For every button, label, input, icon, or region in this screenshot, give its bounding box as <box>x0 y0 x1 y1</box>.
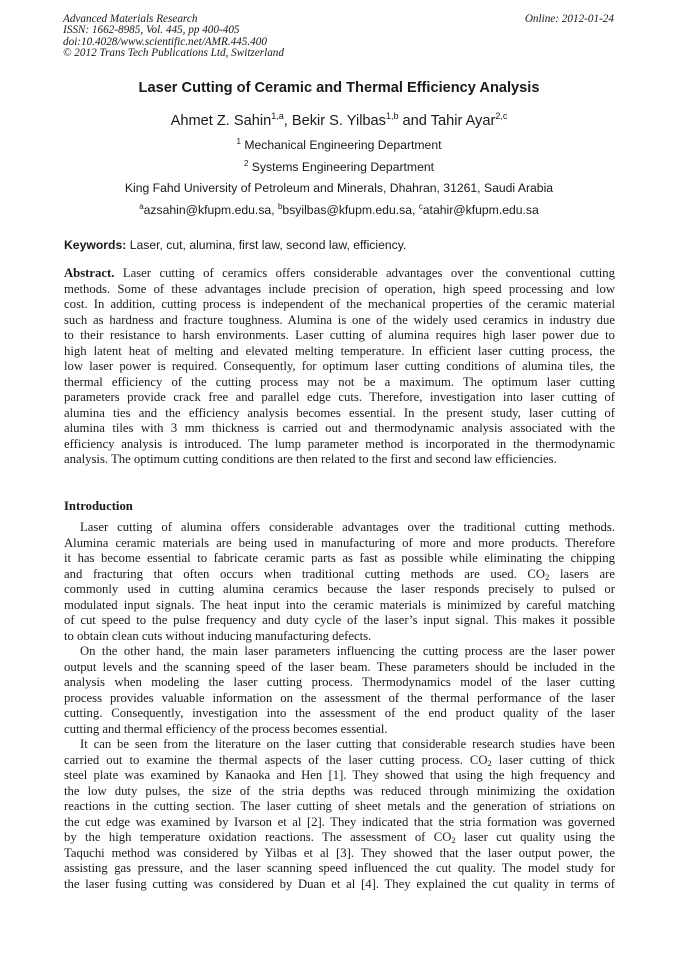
abstract-line: methods. Some of these advantages include precision of operation, high speed processing and low <box>64 281 615 296</box>
author-affil-sup: 1,a <box>271 111 284 121</box>
paper-title: Laser Cutting of Ceramic and Thermal Efficiency Analysis <box>138 80 540 96</box>
body-line: Laser cutting of alumina offers considerable advantages over the traditional cutting methods. <box>80 520 615 534</box>
abstract-line: alumina ties and the efficiency analysis becomes essential. In the present study, laser cutting of <box>64 405 615 420</box>
author-affil-sup: 2,c <box>495 111 508 121</box>
abstract-line <box>64 266 615 282</box>
abstract-line: cost. In addition, cutting process is independent of the mechanical properties of the ceramic material <box>64 297 615 311</box>
journal-copyright: © 2012 Trans Tech Publications Ltd, Switzerland <box>63 47 284 60</box>
affiliation-2 <box>0 160 678 174</box>
online-date: Online: 2012-01-24 <box>524 13 614 25</box>
abstract-line: efficiency analysis is introduced. The lump parameter method is incorporated in the thermodynamic <box>64 436 615 451</box>
abstract-label: Abstract. <box>64 266 115 280</box>
body-line: it has become essential to fabricate ceramic parts as fast as possible while eliminating the chipping <box>64 551 615 565</box>
body-line: by the high temperature oxidation reactions. The assessment of $CO_2$ laser cut quality using the <box>64 830 615 845</box>
journal-name: Advanced Materials Research <box>63 13 198 25</box>
keywords-text: Laser, cut, alumina, first law, second law, efficiency. <box>126 238 407 252</box>
body-line: cutting and thermal efficiency of the process becomes essential. <box>64 721 388 736</box>
email-list <box>0 203 678 217</box>
author-name: Bekir S. Yilbas <box>291 113 386 129</box>
subscript: 2 <box>487 757 492 768</box>
affiliation-1 <box>0 138 678 152</box>
journal-issn: ISSN: 1662-8985, Vol. 445, pp 400-405 <box>63 24 240 37</box>
body-line: commonly used in cutting alumina ceramics because the laser responds precisely to pulsed or <box>64 582 615 596</box>
body-line: process provides valuable information on the assessment of the thermal performance of the laser <box>64 690 615 705</box>
abstract-line: high latent heat of melting and elevated melting temperature. In efficient laser cutting process, the <box>64 343 615 358</box>
affil-sup: 2 <box>243 159 249 168</box>
keywords-label: Keywords: <box>64 238 127 252</box>
body-line: and fracturing that often occurs when traditional cutting methods are used. $CO_2$ lasers are <box>64 566 615 582</box>
body-line: assisting gas pressure, and the laser scanning speed influenced the cut quality. The model study for <box>64 861 615 875</box>
keywords <box>64 238 406 252</box>
abstract-line: alumina tiles with 3 mm thickness is carried out and thermodynamic analysis associated with the <box>64 421 615 435</box>
subscript: 2 <box>545 571 550 582</box>
body-line: Taquchi method was considered by Yilbas et al [3]. They showed that the laser output power, the <box>64 845 615 860</box>
section-heading-introduction: Introduction <box>64 499 133 513</box>
abstract-text: Laser cutting of ceramics offers considerable advantages over the conventional cutting <box>114 266 615 280</box>
body-line: reactions in the cutting section. The laser cutting of sheet metals and the generation of striations on <box>64 799 615 813</box>
author-name: Tahir Ayar <box>430 113 496 129</box>
author-separator: and <box>398 113 431 129</box>
journal-doi[interactable]: doi:10.4028/www.scientific.net/AMR.445.400 <box>63 35 267 48</box>
body-line: Alumina ceramic materials are being used in manufacturing of more and more products. Therefore <box>64 535 615 550</box>
body-line: to obtain clean cuts without inducing manufacturing defects. <box>64 628 372 643</box>
abstract-line: thermal efficiency of the cutting process may not be a maximum. The optimum laser cutting <box>64 374 615 389</box>
author-list <box>0 113 678 129</box>
email-sup: a <box>139 202 144 211</box>
email-sup: c <box>418 202 423 211</box>
affil-sup: 1 <box>236 137 241 146</box>
affil-text: Mechanical Engineering Department <box>240 138 442 152</box>
body-line: On the other hand, the main laser parameters influencing the cutting process are the laser power <box>80 644 615 658</box>
paragraph <box>64 644 615 737</box>
subscript: 2 <box>451 835 456 845</box>
email-separator: , <box>412 203 419 217</box>
body-line: of cut speed to the pulse frequency and duty cycle of the laser’s input signal. This makes it possible <box>64 613 615 627</box>
introduction-body <box>64 520 615 892</box>
paragraph <box>64 520 615 644</box>
body-line: output levels and the scanning speed of the laser beam. These parameters should be included in the <box>64 659 615 674</box>
author-separator: , <box>283 113 292 129</box>
body-line: cutting. Consequently, investigation into the assessment of the end product quality of the laser <box>64 706 615 720</box>
affil-text: Systems Engineering Department <box>248 160 435 174</box>
paragraph <box>64 737 615 892</box>
body-line: the cut edge was examined by Ivarson et al [2]. They indicated that the stria formation was governed <box>64 814 615 829</box>
author-name: Ahmet Z. Sahin <box>170 113 272 129</box>
abstract-line: such as hardness and fracture toughness. Alumina is one of the widely used ceramics in industry due <box>64 312 615 327</box>
email-link[interactable]: azsahin@kfupm.edu.sa <box>143 203 272 217</box>
affil-text: King Fahd University of Petroleum and Minerals, Dhahran, 31261, Saudi Arabia <box>124 181 554 195</box>
body-line: steel plate was examined by Kanaoka and Hen [1]. They showed that using the high frequency and <box>64 768 615 782</box>
email-link[interactable]: bsyilbas@kfupm.edu.sa <box>282 203 412 217</box>
affiliation-university <box>0 181 678 195</box>
email-separator: , <box>271 203 278 217</box>
body-line: the low duty pulses, the size of the stria depths was reduced through minimizing the oxidation <box>64 783 615 798</box>
journal-header <box>63 14 284 60</box>
body-line: the laser fusing cutting was considered by Duan et al [4]. They explained the cut quality in terms of <box>64 876 615 891</box>
abstract <box>64 266 615 468</box>
body-line: analysis when modeling the laser cutting process. Thermodynamics model of the laser cutting <box>64 675 615 689</box>
email-sup: b <box>277 202 283 211</box>
abstract-line: parameters provide crack free and parallel edge cuts. Therefore, investigation into laser cutting of <box>64 390 615 404</box>
abstract-line: low laser power is required. Consequently, for optimum laser cutting conditions of alumina tiles, the <box>64 359 615 373</box>
body-line: modulated input signals. The heat input into the ceramic materials is minimized by careful matching <box>64 597 615 612</box>
abstract-line: analysis. The optimum cutting conditions are then related to the first and second law efficiencies. <box>64 452 557 466</box>
body-line: It can be seen from the literature on the laser cutting that considerable research studies have been <box>80 737 615 751</box>
body-line: carried out to examine the thermal aspects of the laser cutting process. $CO_2$ laser cutting of thick <box>64 752 615 768</box>
email-link[interactable]: atahir@kfupm.edu.sa <box>422 203 539 217</box>
author-affil-sup: 1,b <box>385 111 399 121</box>
abstract-line: to their resistance to harsh environments. Laser cutting of alumina requires high laser power due to <box>64 328 615 342</box>
